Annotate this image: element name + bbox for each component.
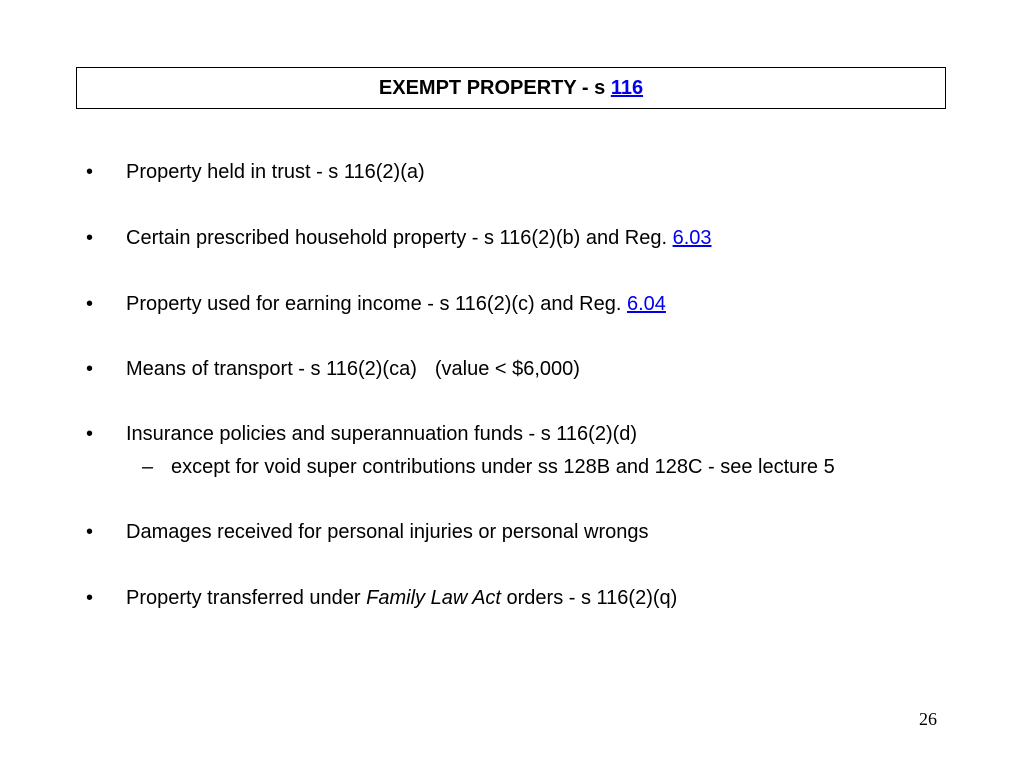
act-name: Family Law Act [366, 587, 501, 609]
list-item-note: (value < $6,000) [434, 358, 580, 380]
section-116-link[interactable]: 116 [610, 76, 644, 99]
list-item-label: Certain prescribed household property - s 116(2)(b) and Reg. [126, 227, 673, 249]
list-item-label: orders - s 116(2)(q) [500, 587, 678, 609]
slide-title-text: EXEMPT PROPERTY - s [378, 76, 611, 99]
list-item-text: Property held in trust - s 116(2)(a) [126, 161, 425, 183]
bullet-icon: • [86, 423, 94, 445]
bullet-icon: • [86, 161, 94, 183]
list-item-text [126, 292, 666, 316]
bullet-icon: • [86, 358, 94, 380]
list-item-label: Property transferred under [126, 587, 367, 609]
bullet-icon: • [86, 227, 94, 249]
page-number: 26 [919, 709, 937, 729]
list-item-text: Damages received for personal injuries or personal wrongs [126, 521, 649, 543]
list-item-label: Property used for earning income - s 116(2)(c) and Reg. [126, 293, 627, 315]
reg-6-04-link[interactable]: 6.04 [626, 293, 666, 315]
list-item-text [126, 586, 677, 610]
bullet-icon: • [86, 587, 94, 609]
reg-6-03-link[interactable]: 6.03 [672, 227, 712, 249]
dash-icon: – [142, 456, 154, 478]
list-item-text: Insurance policies and superannuation funds - s 116(2)(d) [126, 423, 638, 445]
list-item-label: Means of transport - s 116(2)(ca) [126, 358, 417, 380]
bullet-icon: • [86, 293, 94, 315]
sub-list-item-text: except for void super contributions under ss 128B and 128C - see lecture 5 [171, 456, 835, 478]
bullet-icon: • [86, 521, 94, 543]
list-item-text [126, 226, 712, 250]
list-item-text [126, 357, 580, 381]
